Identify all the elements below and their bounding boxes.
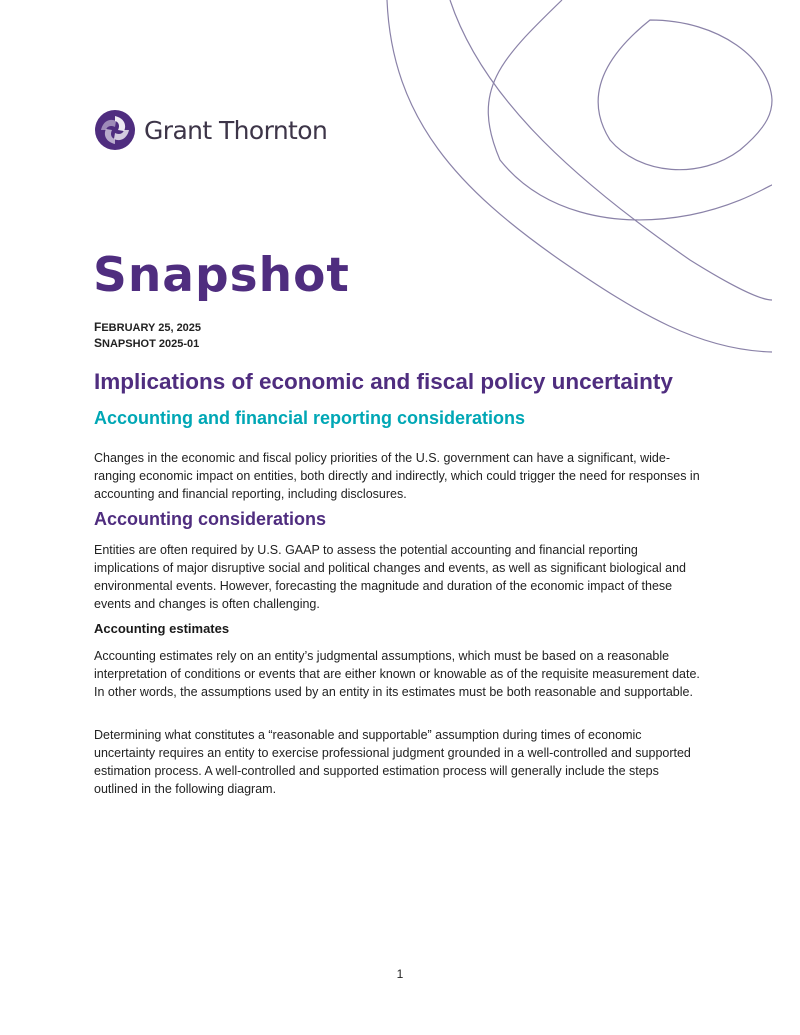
publication-date: FEBRUARY 25, 2025	[94, 320, 202, 334]
document-type-title: Snapshot	[93, 248, 350, 303]
estimates-paragraph-1: Accounting estimates rely on an entity’s judgmental assumptions, which must be based on a reasonable interpretation of conditions or events that are either known or knowable as of the requisite measurement date. In other words, the assumptions used by an entity in its estimates must be both reasonable and supportable.	[94, 649, 700, 699]
grant-thornton-mark-icon	[94, 109, 136, 151]
grant-thornton-logo	[94, 108, 327, 152]
section-heading: Accounting considerations	[94, 509, 327, 529]
estimates-paragraph-2: Determining what constitutes a “reasonable and supportable” assumption during times of economic uncertainty requires an entity to exercise professional judgment grounded in a well-controlled and supported estimation process. A well-controlled and supported estimation process will generally include the steps outlined in the following diagram.	[94, 728, 691, 796]
brand-wordmark: Grant Thornton	[144, 115, 328, 145]
section-paragraph: Entities are often required by U.S. GAAP to assess the potential accounting and financial reporting implications of major disruptive social and political changes and events, as well as significant biological and environmental events. However, forecasting the magnitude and duration of the economic impact of these events and changes is often challenging.	[94, 543, 686, 611]
intro-paragraph: Changes in the economic and fiscal policy priorities of the U.S. government can have a significant, wide-ranging economic impact on entities, both directly and indirectly, which could trigger the need for responses in accounting and financial reporting, including disclosures.	[94, 451, 700, 501]
page-number: 1	[396, 967, 404, 981]
document-heading: Implications of economic and fiscal policy uncertainty	[94, 369, 673, 394]
snapshot-number: SNAPSHOT 2025-01	[94, 336, 200, 350]
document-subheading: Accounting and financial reporting considerations	[94, 408, 526, 428]
subsection-heading: Accounting estimates	[94, 621, 230, 636]
